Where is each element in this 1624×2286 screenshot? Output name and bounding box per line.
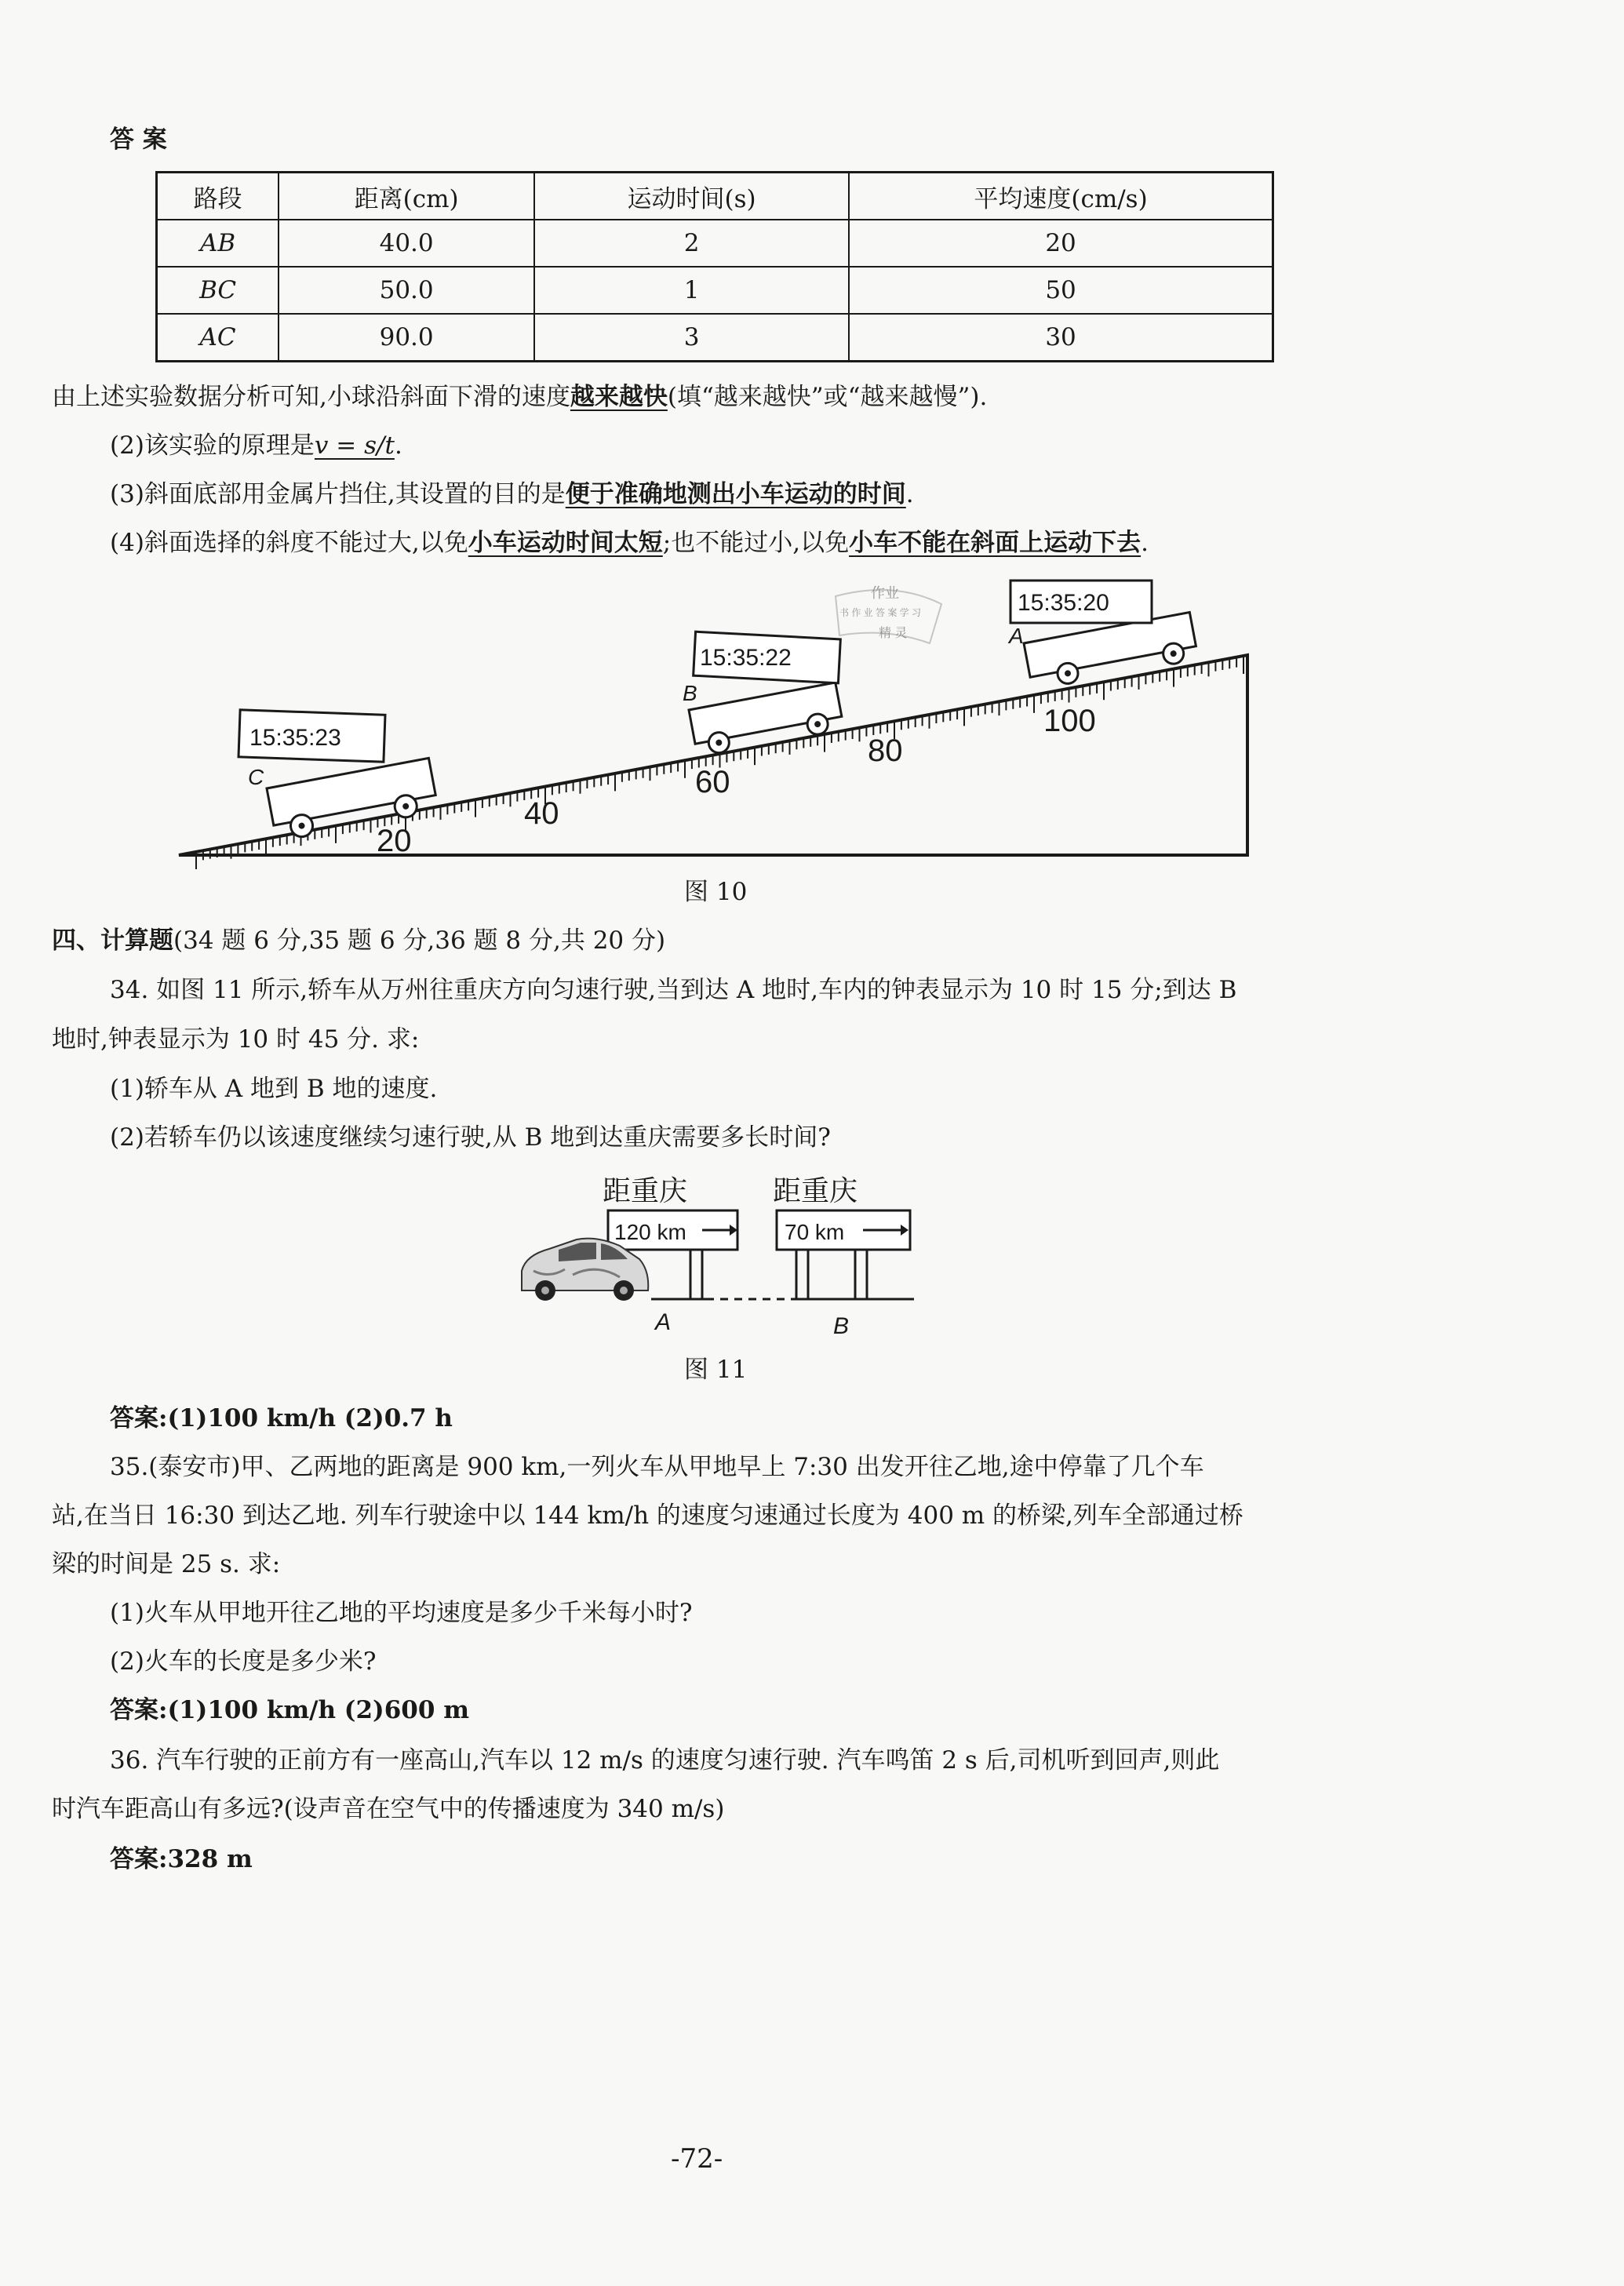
q35-sub2: (2)火车的长度是多少米?	[110, 1647, 377, 1676]
q34-line1: 34. 如图 11 所示,轿车从万州往重庆方向匀速行驶,当到达 A 地时,车内的钟表显示为 10 时 15 分;到达 B	[110, 976, 1237, 1004]
table-header-row	[157, 173, 1273, 220]
table-cell: 50.0	[279, 267, 534, 314]
q35-answer: 答案:(1)100 km/h (2)600 m	[110, 1696, 469, 1724]
q4-text: ;也不能过小,以免	[662, 529, 850, 557]
q4-answer: 小车不能在斜面上运动下去	[849, 529, 1142, 557]
figure-10	[0, 549, 1624, 918]
cart-c	[267, 758, 439, 841]
q4-text: .	[1141, 529, 1149, 557]
analysis-text: (填“越来越快”或“越来越慢”).	[667, 383, 988, 411]
q36-line1: 36. 汽车行驶的正前方有一座高山,汽车以 12 m/s 的速度匀速行驶. 汽车鸣笛 2 s 后,司机听到回声,则此	[110, 1746, 1220, 1775]
q35-sub1: (1)火车从甲地开往乙地的平均速度是多少千米每小时?	[110, 1599, 693, 1627]
analysis-line	[52, 380, 987, 414]
stamp-text: 作业	[871, 585, 899, 601]
watermark-stamp	[836, 585, 941, 643]
table-row	[157, 220, 1273, 267]
q2-text: (2)该实验的原理是	[110, 431, 315, 460]
section-note: (34 题 6 分,35 题 6 分,36 题 8 分,共 20 分)	[173, 926, 666, 955]
point-b-label: B	[833, 1313, 850, 1339]
q35-line2: 站,在当日 16:30 到达乙地. 列车行驶途中以 144 km/h 的速度匀速通过长度为 400 m 的桥梁,列车全部通过桥	[52, 1502, 1243, 1530]
q34-line2: 地时,钟表显示为 10 时 45 分. 求:	[52, 1025, 420, 1054]
table-header: 距离(cm)	[279, 173, 534, 220]
section-4-title-line	[52, 923, 665, 958]
figure-11-caption: 图 11	[684, 1356, 748, 1384]
q3-line	[110, 477, 914, 511]
table-cell: 20	[849, 220, 1273, 267]
point-a-label: A	[1009, 624, 1024, 648]
scale-label: 20	[377, 824, 412, 858]
table-cell: 90.0	[279, 314, 534, 362]
table-header: 平均速度(cm/s)	[849, 173, 1273, 220]
scale-label: 40	[524, 796, 559, 831]
table-cell: BC	[157, 267, 279, 314]
point-b-label: B	[683, 681, 697, 705]
clock-b-time: 15:35:22	[700, 645, 792, 671]
q36-answer: 答案:328 m	[110, 1845, 253, 1873]
q4-text: (4)斜面选择的斜度不能过大,以免	[110, 529, 468, 557]
table-cell: 30	[849, 314, 1273, 362]
table-cell: AB	[157, 220, 279, 267]
stamp-text: 精 灵	[879, 627, 908, 640]
sign-b-distance: 70 km	[785, 1220, 845, 1244]
q36-line2: 时汽车距高山有多远?(设声音在空气中的传播速度为 340 m/s)	[52, 1795, 725, 1823]
clock-a-time: 15:35:20	[1018, 590, 1109, 616]
table-cell: 40.0	[279, 220, 534, 267]
section-title: 四、计算题	[52, 926, 173, 955]
ruler-ticks	[196, 657, 1243, 869]
q2-line	[110, 428, 402, 463]
q34-answer: 答案:(1)100 km/h (2)0.7 h	[110, 1404, 453, 1432]
figure-11	[0, 1161, 1624, 1357]
scale-label: 60	[695, 765, 730, 799]
scale-label: 100	[1043, 704, 1096, 738]
table-cell: 3	[534, 314, 849, 362]
q35-line3: 梁的时间是 25 s. 求:	[52, 1550, 281, 1578]
q35-line1: 35.(泰安市)甲、乙两地的距离是 900 km,一列火车从甲地早上 7:30 出发开往乙地,途中停靠了几个车	[110, 1453, 1204, 1481]
q4-answer: 小车运动时间太短	[468, 529, 663, 557]
stamp-text: 书 作 业 答 案 学 习	[839, 607, 922, 618]
point-a-label: A	[655, 1309, 672, 1335]
analysis-answer: 越来越快	[570, 383, 668, 411]
analysis-text: 由上述实验数据分析可知,小球沿斜面下滑的速度	[52, 383, 570, 411]
sign-a-distance: 120 km	[614, 1220, 686, 1244]
table-row	[157, 314, 1273, 362]
clock-c-time: 15:35:23	[249, 725, 341, 751]
point-c-label: C	[248, 765, 264, 789]
q3-answer: 便于准确地测出小车运动的时间	[565, 480, 906, 508]
page-number: -72-	[671, 2143, 723, 2175]
table-header: 路段	[157, 173, 279, 220]
q2-text: .	[394, 431, 402, 460]
table-header: 运动时间(s)	[534, 173, 849, 220]
q34-sub1: (1)轿车从 A 地到 B 地的速度.	[110, 1075, 438, 1103]
scale-label: 80	[868, 733, 903, 768]
data-table	[155, 171, 1274, 362]
sign-b-title: 距重庆	[773, 1174, 858, 1207]
table-cell: 50	[849, 267, 1273, 314]
sign-a-title: 距重庆	[603, 1174, 688, 1207]
table-cell: 1	[534, 267, 849, 314]
table-row	[157, 267, 1273, 314]
q34-sub2: (2)若轿车仍以该速度继续匀速行驶,从 B 地到达重庆需要多长时间?	[110, 1123, 831, 1152]
q3-text: (3)斜面底部用金属片挡住,其设置的目的是	[110, 480, 566, 508]
table-cell: AC	[157, 314, 279, 362]
q2-answer: v = s/t	[314, 431, 395, 460]
table-cell: 2	[534, 220, 849, 267]
q3-text: .	[905, 480, 914, 508]
answer-heading: 答 案	[110, 126, 167, 154]
figure-10-caption: 图 10	[684, 878, 748, 906]
